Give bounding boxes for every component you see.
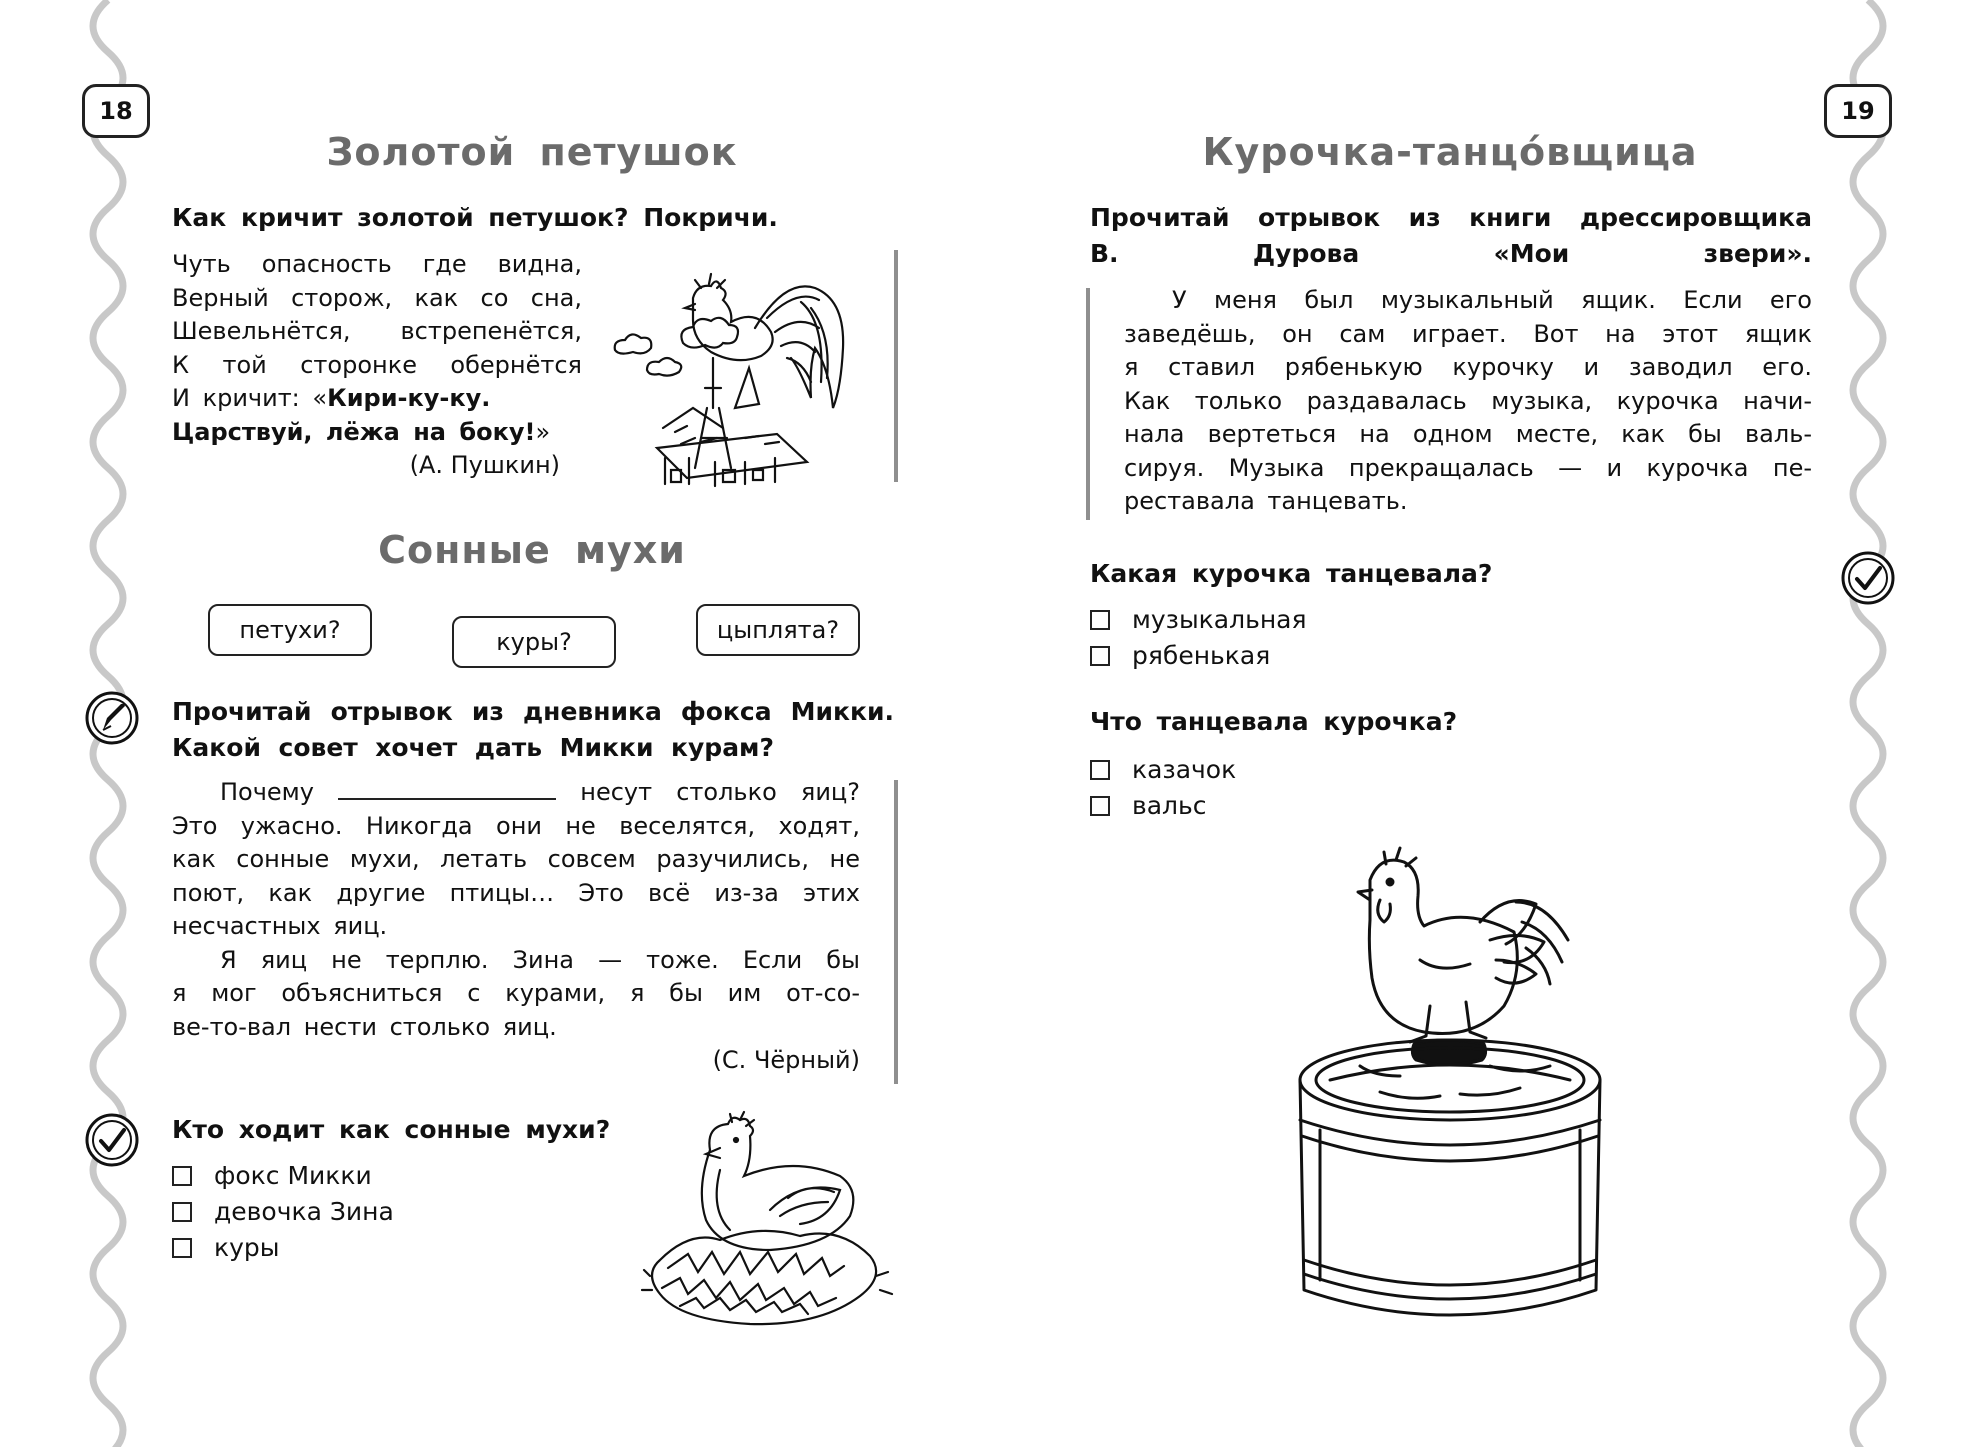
durov-side-bar [1086,288,1090,520]
checkbox[interactable] [172,1166,192,1186]
poem-line: Верный сторож, как со сна, [172,283,582,312]
pen-badge-icon [84,690,140,746]
title-dancing-hen: Курочка-танцо́вщица [1202,130,1698,174]
passage-line: поют, как другие птицы… Это всё из-за этих [172,878,860,907]
passage-line: как сонные мухи, летать совсем разучились, не [172,845,860,873]
option-hens[interactable]: куры [172,1230,280,1266]
answer-blank[interactable] [338,778,556,800]
option-waltz[interactable]: вальс [1090,788,1207,824]
task-read-durov [1090,200,1812,272]
durov-passage [1124,284,1812,519]
checkbox[interactable] [1090,610,1110,630]
question-who-walks: Кто ходит как сонные мухи? [172,1115,611,1144]
page-number-right: 19 [1824,84,1892,138]
passage-line: нала вертеться на одном месте, как бы валь- [1124,420,1812,448]
diary-passage [172,776,860,1078]
poem-line: И кричит: «Кири-ку-ку. [172,384,491,412]
hen-in-nest-illustration [640,1100,900,1330]
passage-side-bar [894,780,898,1084]
poem-line: Чуть опасность где видна, [172,250,582,278]
hen-on-music-box-illustration [1290,830,1630,1330]
option-speckled[interactable]: рябенькая [1090,638,1270,674]
checkmark-badge-icon [84,1112,140,1168]
word-box-roosters: петухи? [208,604,372,656]
checkbox[interactable] [172,1202,192,1222]
checkmark-badge-icon [1840,550,1896,606]
option-fox-mickey[interactable]: фокс Микки [172,1158,372,1194]
passage-line: я мог объясниться с курами, я бы им от-со- [172,979,860,1007]
task-line: В. Дурова «Мои звери». [1090,239,1812,268]
task-line: Какой совет хочет дать Микки курам? [172,733,774,762]
checkbox[interactable] [1090,646,1110,666]
passage-line: Как только раздавалась музыка, курочка начи- [1124,386,1812,415]
passage-line: Почему несут столько яиц? [220,778,860,806]
title-golden-rooster: Золотой петушок [326,130,738,174]
passage-line: У меня был музыкальный ящик. Если его [1172,286,1812,314]
passage-line: сируя. Музыка прекращалась — и курочка пе- [1124,453,1812,482]
passage-line: я ставил рябенькую курочку и заводил его. [1124,353,1812,381]
passage-line: заведёшь, он сам играет. Вот на этот ящик [1124,319,1812,348]
option-musical[interactable]: музыкальная [1090,602,1307,638]
word-box-hens: куры? [452,616,616,668]
checkbox[interactable] [1090,760,1110,780]
task-rooster-shout: Как кричит золотой петушок? Покричи. [172,203,778,232]
poem-line: Царствуй, лёжа на боку!» [172,417,551,446]
page-number-left: 18 [82,84,150,138]
task-read-diary [172,694,894,766]
option-girl-zina[interactable]: девочка Зина [172,1194,394,1230]
weathervane-rooster-illustration [605,248,870,488]
poem-line: Шевельнётся, встрепенётся, [172,317,582,345]
passage-line: несчастных яиц. [172,912,388,940]
passage-line: реставала танцевать. [1124,487,1408,515]
task-line: Прочитай отрывок из дневника фокса Микки. [172,697,894,726]
poem-line: К той сторонке обернётся [172,350,582,379]
question-what-danced: Что танцевала курочка? [1090,707,1458,736]
option-kazachok[interactable]: казачок [1090,752,1236,788]
title-sleepy-flies: Сонные мухи [378,528,686,572]
passage-line: ве-то-вал нести столько яиц. [172,1012,557,1041]
checkbox[interactable] [1090,796,1110,816]
word-box-chicks: цыплята? [696,604,860,656]
passage-author: (С. Чёрный) [712,1046,860,1074]
passage-line: Я яиц не терплю. Зина — тоже. Если бы [220,945,860,974]
poem [172,248,582,483]
passage-line: Это ужасно. Никогда они не веселятся, ходят, [172,811,860,840]
poem-side-bar [894,250,898,482]
task-line: Прочитай отрывок из книги дрессировщика [1090,203,1812,232]
question-which-hen: Какая курочка танцевала? [1090,559,1493,588]
checkbox[interactable] [172,1238,192,1258]
poem-author: (А. Пушкин) [409,451,560,479]
right-wavy-border [1838,0,1898,1447]
